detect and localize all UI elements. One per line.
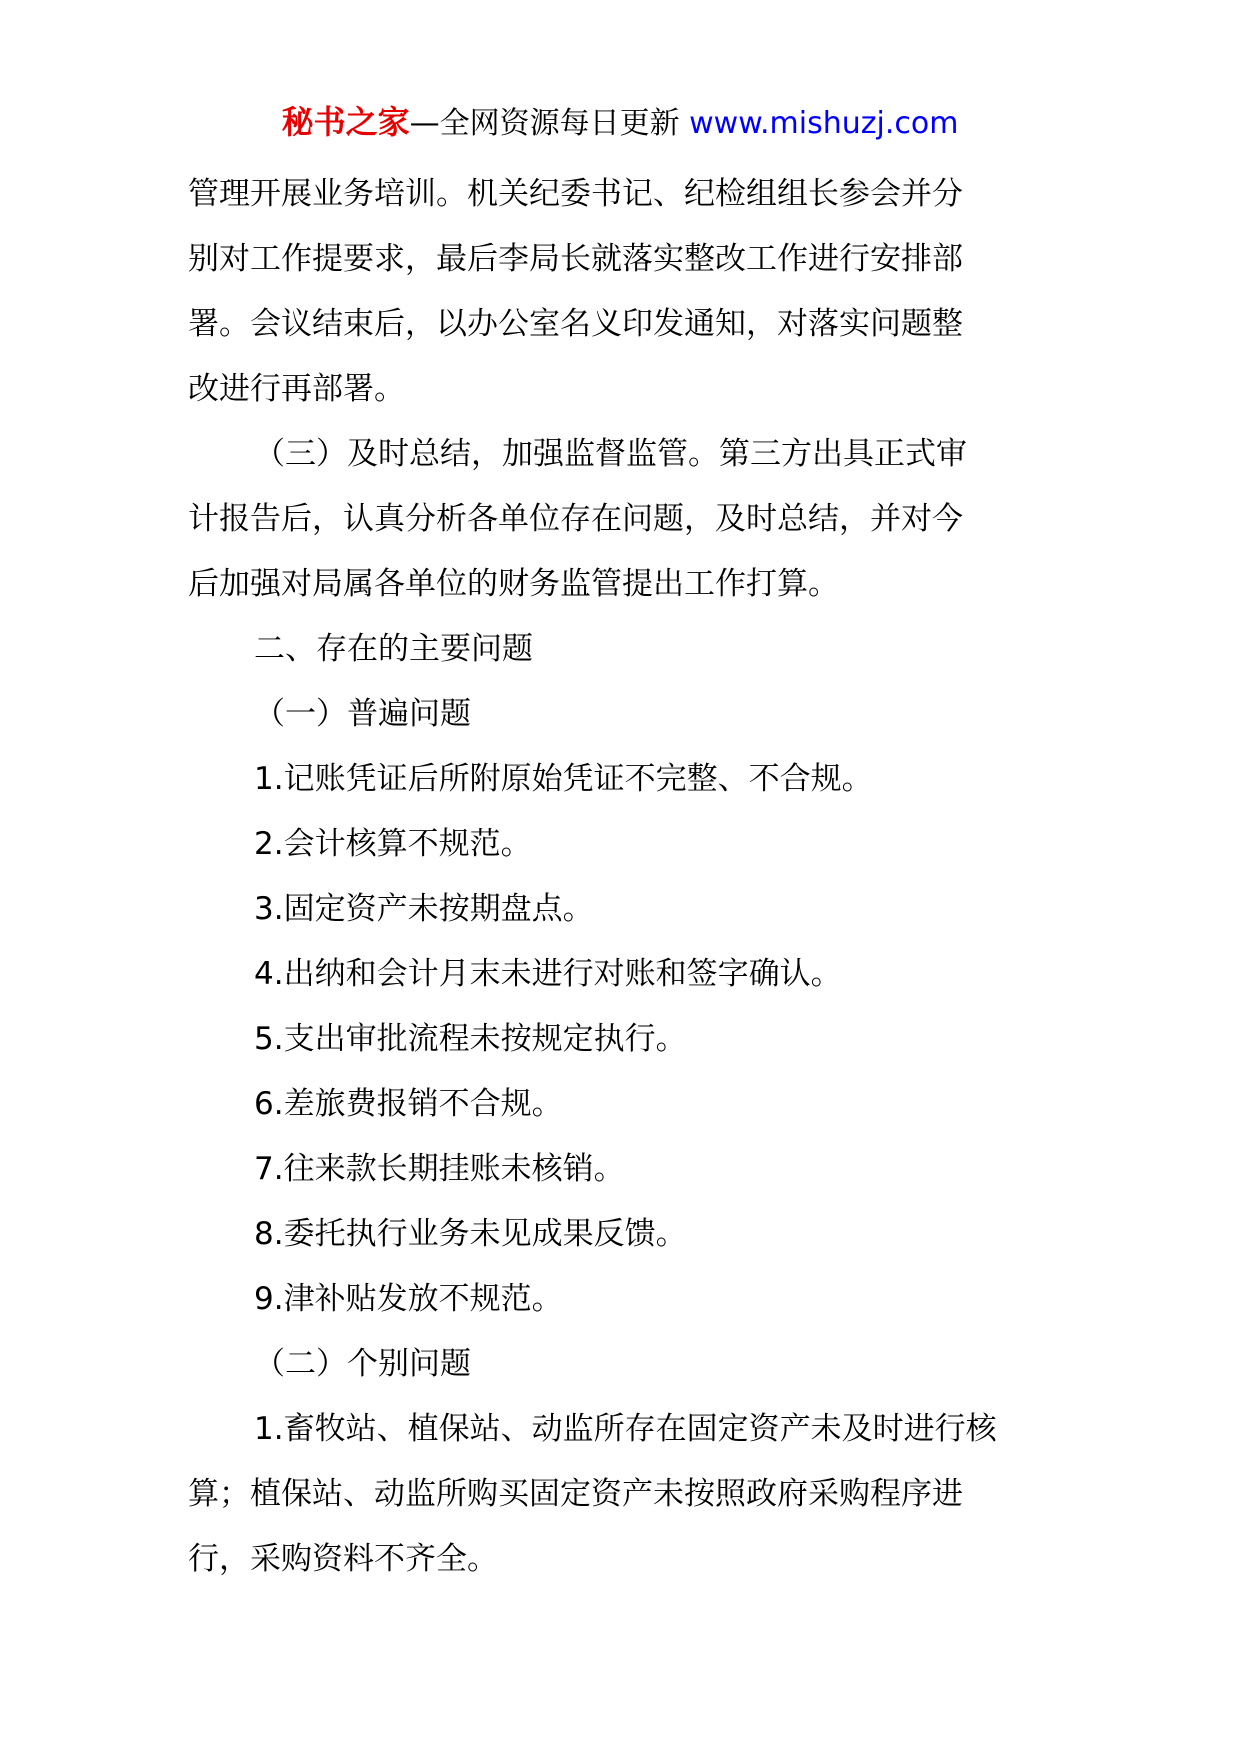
list-item: 9.津补贴发放不规范。 bbox=[254, 1281, 563, 1317]
text-line: 计报告后，认真分析各单位存在问题，及时总结，并对今 bbox=[188, 501, 963, 537]
header-slogan: —全网资源每日更新 bbox=[409, 106, 680, 141]
brand-name: 秘书之家 bbox=[281, 103, 410, 141]
list-item: 7.往来款长期挂账未核销。 bbox=[254, 1151, 625, 1187]
list-item: 3.固定资产未按期盘点。 bbox=[254, 891, 594, 927]
text-line: 别对工作提要求，最后李局长就落实整改工作进行安排部 bbox=[188, 241, 963, 277]
subsection-heading-common: （一）普遍问题 bbox=[254, 696, 471, 732]
document-body bbox=[188, 162, 1058, 1592]
text-line: 算；植保站、动监所购买固定资产未按照政府采购程序进 bbox=[188, 1476, 963, 1512]
text-line: 行，采购资料不齐全。 bbox=[188, 1541, 498, 1577]
section-heading-2: 二、存在的主要问题 bbox=[254, 631, 533, 667]
text-line: 管理开展业务培训。机关纪委书记、纪检组组长参会并分 bbox=[188, 176, 963, 212]
list-item: 4.出纳和会计月末未进行对账和签字确认。 bbox=[254, 956, 842, 992]
list-item: 8.委托执行业务未见成果反馈。 bbox=[254, 1216, 687, 1252]
list-item: 5.支出审批流程未按规定执行。 bbox=[254, 1021, 687, 1057]
subsection-heading-individual: （二）个别问题 bbox=[254, 1346, 471, 1382]
website-link[interactable]: www.mishuzj.com bbox=[689, 106, 959, 141]
section-heading-3: （三）及时总结，加强监督监管。第三方出具正式审 bbox=[254, 436, 967, 472]
list-item: 1.畜牧站、植保站、动监所存在固定资产未及时进行核 bbox=[254, 1411, 997, 1447]
text-line: 后加强对局属各单位的财务监管提出工作打算。 bbox=[188, 566, 839, 602]
text-line: 署。会议结束后，以办公室名义印发通知，对落实问题整 bbox=[188, 306, 963, 342]
list-item: 2.会计核算不规范。 bbox=[254, 826, 532, 862]
list-item: 6.差旅费报销不合规。 bbox=[254, 1086, 563, 1122]
text-line: 改进行再部署。 bbox=[188, 371, 405, 407]
list-item: 1.记账凭证后所附原始凭证不完整、不合规。 bbox=[254, 761, 873, 797]
page-header bbox=[0, 100, 1240, 146]
